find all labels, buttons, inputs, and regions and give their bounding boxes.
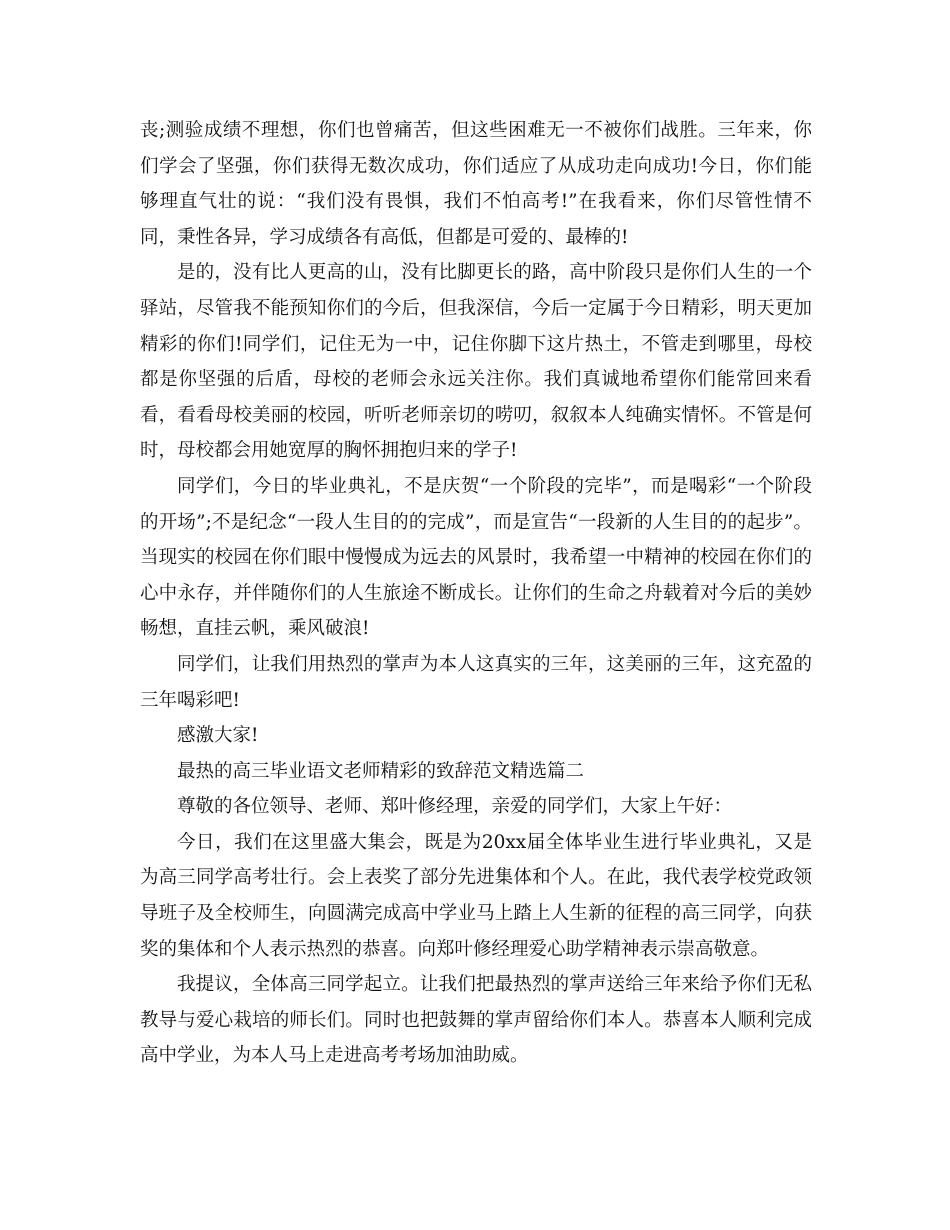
paragraph-8: 今日，我们在这里盛大集会，既是为20xx届全体毕业生进行毕业典礼，又是为高三同学高考壮行。会上表奖了部分先进集体和个人。在此，我代表学校党政领导班子及全校师生，向圆满完成高中学业马上踏上人生新的征程的高三同学，向获奖的集体和个人表示热烈的恭喜。向郑叶修经理爱心助学精神表示崇高敬意。 bbox=[140, 831, 812, 960]
paragraph-5: 感激大家! bbox=[177, 725, 259, 747]
paragraph-4: 同学们，让我们用热烈的掌声为本人这真实的三年，这美丽的三年，这充盈的三年喝彩吧! bbox=[140, 653, 812, 711]
section-title: 最热的高三毕业语文老师精彩的致辞范文精选篇二 bbox=[177, 760, 585, 782]
greeting: 尊敬的各位领导、老师、郑叶修经理，亲爱的同学们，大家上午好： bbox=[177, 796, 733, 818]
paragraph-3: 同学们，今日的毕业典礼，不是庆贺“一个阶段的完毕”，而是喝彩“一个阶段的开场”;不是纪念“一段人生目的的完成”，而是宣告“一段新的人生目的的起步”。当现实的校园在你们眼中慢慢成为远去的风景时，我希望一中精神的校园在你们的心中永存，并伴随你们的人生旅途不断成长。让你们的生命之舟载着对今后的美妙畅想，直挂云帆，乘风破浪! bbox=[140, 475, 812, 640]
paragraph-9: 我提议，全体高三同学起立。让我们把最热烈的掌声送给三年来给予你们无私教导与爱心栽培的师长们。同时也把鼓舞的掌声留给你们本人。恭喜本人顺利完成高中学业，为本人马上走进高考考场加油助威。 bbox=[140, 974, 812, 1067]
paragraph-2: 是的，没有比人更高的山，没有比脚更长的路，高中阶段只是你们人生的一个驿站，尽管我不能预知你们的今后，但我深信，今后一定属于今日精彩，明天更加精彩的你们!同学们，记住无为一中，记住你脚下这片热土，不管走到哪里，母校都是你坚强的后盾，母校的老师会永远关注你。我们真诚地希望你们能常回来看看，看看母校美丽的校园，听听老师亲切的唠叨，叙叙本人纯确实情怀。不管是何时，母校都会用她宽厚的胸怀拥抱归来的学子! bbox=[140, 262, 812, 462]
document-body bbox=[140, 113, 812, 1074]
paragraph-1: 丧;测验成绩不理想，你们也曾痛苦，但这些困难无一不被你们战胜。三年来，你们学会了坚强，你们获得无数次成功，你们适应了从成功走向成功!今日，你们能够理直气壮的说：“我们没有畏惧，我们不怕高考!”在我看来，你们尽管性情不同，秉性各异，学习成绩各有高低，但都是可爱的、最棒的! bbox=[140, 120, 812, 248]
